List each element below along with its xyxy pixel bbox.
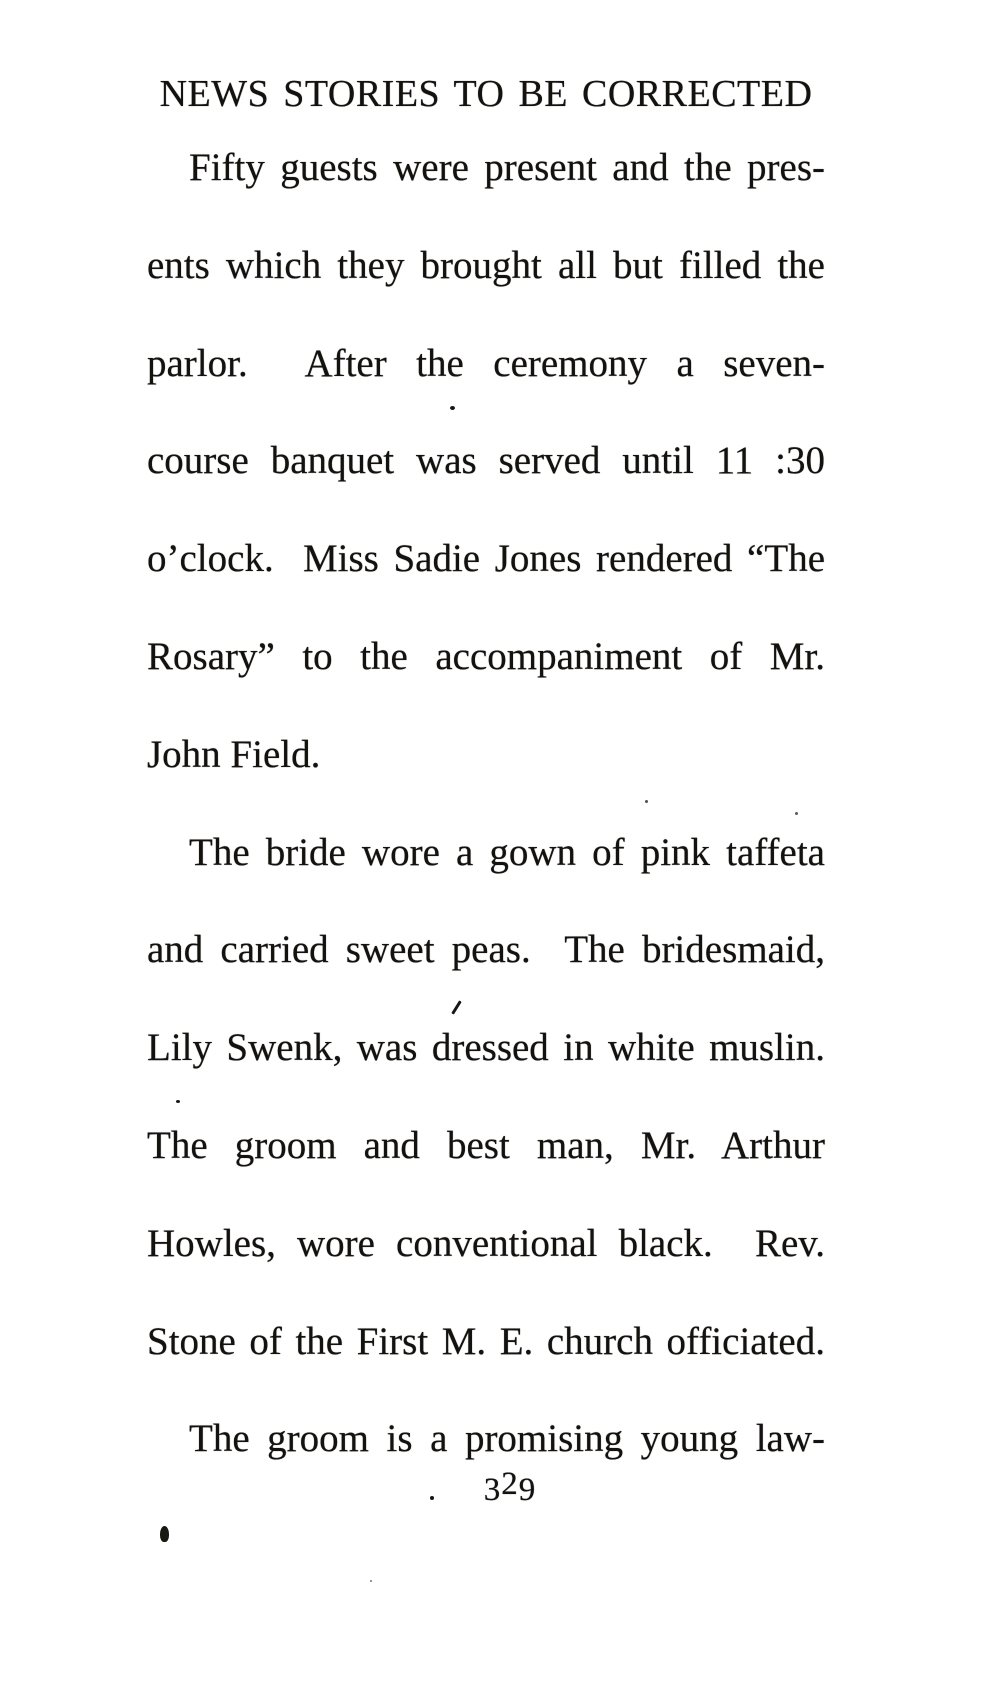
text-line: Lily Swenk, was dressed in white muslin. <box>147 1026 825 1070</box>
ink-speck <box>430 1496 434 1500</box>
page-heading: NEWS STORIES TO BE CORRECTED <box>159 73 813 115</box>
text-line: Stone of the First M. E. church officiated. <box>147 1319 825 1363</box>
ink-speck <box>176 1100 180 1103</box>
text-line: The groom and best man, Mr. Arthur <box>147 1123 825 1167</box>
page-number-digit: 3 <box>483 1472 502 1508</box>
page-number-digit: 9 <box>518 1472 537 1508</box>
page-number <box>455 1466 565 1510</box>
text-line: and carried sweet peas. The bridesmaid, <box>147 928 825 972</box>
text-line: course banquet was served until 11 :30 <box>147 439 825 483</box>
text-line: The bride wore a gown of pink taffeta <box>189 830 825 874</box>
text-line: parlor. After the ceremony a seven- <box>147 341 825 385</box>
ink-speck <box>160 1526 169 1542</box>
text-line: Fifty guests were present and the pres- <box>189 146 825 189</box>
ink-speck <box>450 406 455 410</box>
body-text-block <box>147 119 825 1488</box>
ink-speck <box>645 800 648 803</box>
text-line: The groom is a promising young law- <box>189 1417 825 1461</box>
ink-speck <box>370 1580 372 1582</box>
page-number-digit: 2 <box>501 1466 519 1502</box>
ink-speck <box>795 812 798 815</box>
text-line: Howles, wore conventional black. Rev. <box>147 1221 825 1265</box>
text-line: ents which they brought all but filled the <box>147 243 825 287</box>
text-line: John Field. <box>147 732 321 776</box>
text-line: Rosary” to the accompaniment of Mr. <box>147 634 825 678</box>
text-line: o’clock. Miss Sadie Jones rendered “The <box>147 537 825 581</box>
